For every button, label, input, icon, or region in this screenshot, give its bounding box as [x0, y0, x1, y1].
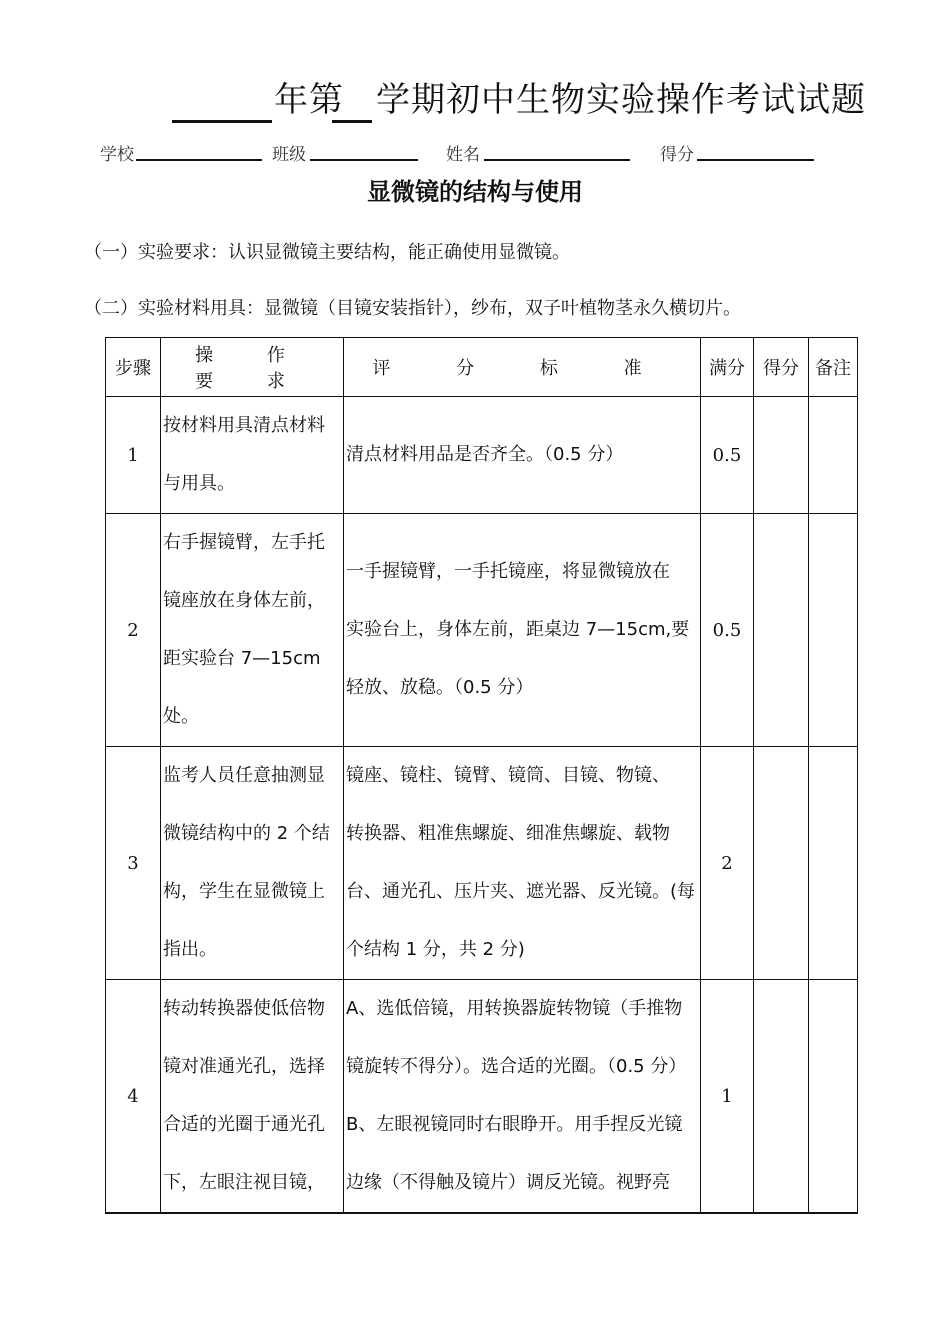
header-operation: 操 作 要 求: [161, 338, 344, 397]
operation-line: 处。: [163, 706, 199, 727]
title-text: 学期初中生物实验操作考试试题: [376, 80, 866, 120]
operation-line: 与用具。: [163, 473, 235, 494]
header-full-marks: 满分: [701, 338, 754, 397]
step-number: 2: [106, 514, 161, 747]
criteria-line: 镜旋转不得分）。选合适的光圈。（0.5 分）: [346, 1056, 687, 1077]
operation-line: 监考人员任意抽测显: [163, 765, 325, 786]
table-row: [106, 747, 858, 980]
criteria-line: A、选低倍镜，用转换器旋转物镜（手推物: [346, 998, 683, 1019]
criteria-line: 一手握镜臂，一手托镜座，将显微镜放在: [346, 561, 670, 582]
title-year-label: 年第: [274, 80, 344, 120]
score-cell[interactable]: [754, 980, 809, 1214]
criteria-line: 转换器、粗准焦螺旋、细准焦螺旋、载物: [346, 823, 670, 844]
score-cell[interactable]: [754, 747, 809, 980]
criteria-line: 台、通光孔、压片夹、遮光器、反光镜。(每: [346, 881, 696, 902]
full-marks: 1: [701, 980, 754, 1214]
criteria-line: 实验台上，身体左前，距桌边 7—15cm,要: [346, 619, 690, 640]
header-criteria: 评 分 标 准: [344, 338, 701, 397]
header-note: 备注: [809, 338, 858, 397]
school-label: 学校: [100, 145, 134, 165]
table-row: [106, 514, 858, 747]
operation-line: 下，左眼注视目镜，: [163, 1172, 325, 1193]
operation-line: 按材料用具清点材料: [163, 415, 325, 436]
operation-line: 距实验台 7—15cm: [163, 648, 321, 669]
criteria-line: 镜座、镜柱、镜臂、镜筒、目镜、物镜、: [346, 765, 670, 786]
criteria-cell: [344, 747, 701, 980]
operation-cell: [161, 980, 344, 1214]
full-marks: 0.5: [701, 514, 754, 747]
criteria-line: 边缘（不得触及镜片）调反光镜。视野亮: [346, 1172, 670, 1193]
full-marks: 2: [701, 747, 754, 980]
note-cell[interactable]: [809, 514, 858, 747]
note-cell[interactable]: [809, 397, 858, 514]
score-label: 得分: [660, 145, 694, 165]
criteria-line: 清点材料用品是否齐全。（0.5 分）: [346, 444, 624, 465]
operation-cell: [161, 747, 344, 980]
header-step: 步骤: [106, 338, 161, 397]
name-field[interactable]: [484, 159, 630, 161]
operation-line: 右手握镜臂，左手托: [163, 532, 325, 553]
full-marks: 0.5: [701, 397, 754, 514]
operation-line: 镜对准通光孔，选择: [163, 1056, 325, 1077]
operation-line: 构，学生在显微镜上: [163, 881, 325, 902]
criteria-line: 个结构 1 分，共 2 分): [346, 939, 525, 960]
criteria-cell: [344, 397, 701, 514]
class-label: 班级: [272, 145, 306, 165]
year-blank-line: [172, 120, 272, 123]
score-field[interactable]: [697, 159, 814, 161]
criteria-cell: [344, 514, 701, 747]
note-cell[interactable]: [809, 980, 858, 1214]
experiment-requirement: （一）实验要求：认识显微镜主要结构，能正确使用显微镜。: [84, 242, 570, 263]
step-number: 1: [106, 397, 161, 514]
page-title: [0, 72, 950, 132]
header-score: 得分: [754, 338, 809, 397]
criteria-line: B、左眼视镜同时右眼睁开。用手捏反光镜: [346, 1114, 683, 1135]
operation-line: 合适的光圈于通光孔: [163, 1114, 325, 1135]
class-field[interactable]: [310, 159, 418, 161]
operation-line: 微镜结构中的 2 个结: [163, 823, 330, 844]
table-row: [106, 397, 858, 514]
step-number: 3: [106, 747, 161, 980]
scoring-table: [105, 337, 858, 1214]
criteria-line: 轻放、放稳。（0.5 分）: [346, 677, 534, 698]
criteria-cell: [344, 980, 701, 1214]
operation-cell: [161, 397, 344, 514]
operation-line: 指出。: [163, 939, 217, 960]
step-number: 4: [106, 980, 161, 1214]
note-cell[interactable]: [809, 747, 858, 980]
table-header-row: [106, 338, 858, 397]
experiment-materials: （二）实验材料用具：显微镜（目镜安装指针），纱布，双子叶植物茎永久横切片。: [84, 298, 741, 319]
name-label: 姓名: [446, 145, 480, 165]
operation-line: 转动转换器使低倍物: [163, 998, 325, 1019]
student-info-line: [0, 140, 950, 166]
school-field[interactable]: [136, 159, 262, 161]
operation-line: 镜座放在身体左前，: [163, 590, 325, 611]
score-cell[interactable]: [754, 514, 809, 747]
score-cell[interactable]: [754, 397, 809, 514]
subtitle: 显微镜的结构与使用: [367, 178, 583, 206]
operation-cell: [161, 514, 344, 747]
table-row: [106, 980, 858, 1214]
